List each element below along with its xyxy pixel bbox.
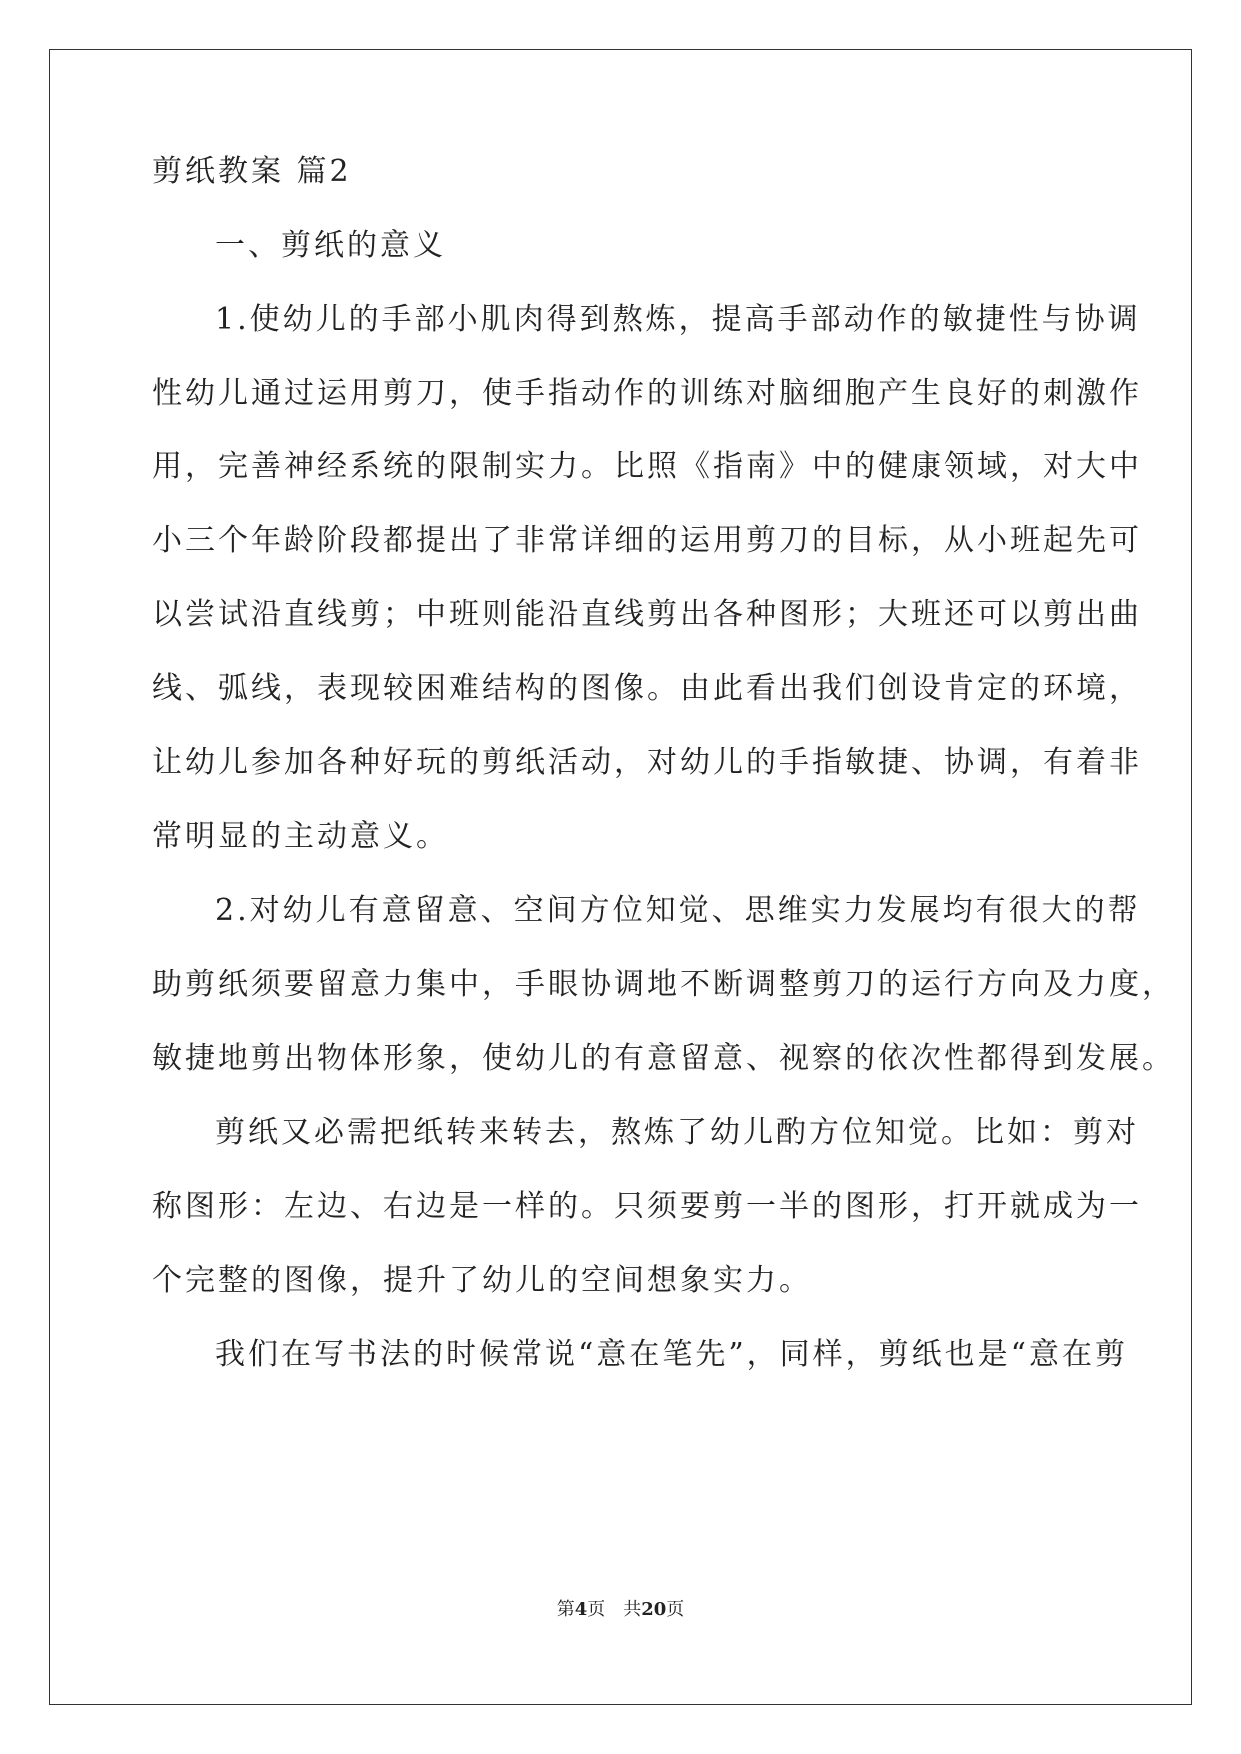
section-heading: 一、剪纸的意义 [215,228,446,263]
paragraph-line: 助剪纸须要留意力集中，手眼协调地不断调整剪刀的运行方向及力度， [152,967,1175,1002]
paragraph-line: 以尝试沿直线剪；中班则能沿直线剪出各种图形；大班还可以剪出曲 [152,597,1142,632]
page-border [49,49,1192,1705]
document-title: 剪纸教案 篇2 [152,154,352,189]
paragraph-line: 我们在写书法的时候常说“意在笔先”，同样，剪纸也是“意在剪 [215,1337,1129,1372]
paragraph-line: 2.对幼儿有意留意、空间方位知觉、思维实力发展均有很大的帮 [215,893,1141,928]
paragraph-line: 让幼儿参加各种好玩的剪纸活动，对幼儿的手指敏捷、协调，有着非 [152,745,1142,780]
paragraph-line: 称图形：左边、右边是一样的。只须要剪一半的图形，打开就成为一 [152,1189,1142,1224]
current-page-number: 4 [574,1599,588,1620]
paragraph-line: 1.使幼儿的手部小肌肉得到熬炼，提高手部动作的敏捷性与协调 [215,302,1141,337]
paragraph-line: 性幼儿通过运用剪刀，使手指动作的训练对脑细胞产生良好的刺激作 [152,376,1142,411]
paragraph-line: 用，完善神经系统的限制实力。比照《指南》中的健康领域，对大中 [152,449,1142,484]
paragraph-line: 小三个年龄阶段都提出了非常详细的运用剪刀的目标，从小班起先可 [152,523,1142,558]
footer-prefix: 第 [556,1599,575,1620]
paragraph-line: 常明显的主动意义。 [152,819,449,854]
footer-middle: 页 共 [587,1599,642,1620]
page-footer [0,1595,1241,1621]
paragraph-line: 剪纸又必需把纸转来转去，熬炼了幼儿酌方位知觉。比如：剪对 [215,1115,1139,1150]
paragraph-line: 线、弧线，表现较困难结构的图像。由此看出我们创设肯定的环境， [152,671,1142,706]
total-pages-number: 20 [641,1599,667,1620]
paragraph-line: 敏捷地剪出物体形象，使幼儿的有意留意、视察的依次性都得到发展。 [152,1041,1175,1076]
paragraph-line: 个完整的图像，提升了幼儿的空间想象实力。 [152,1263,812,1298]
footer-suffix: 页 [666,1599,685,1620]
